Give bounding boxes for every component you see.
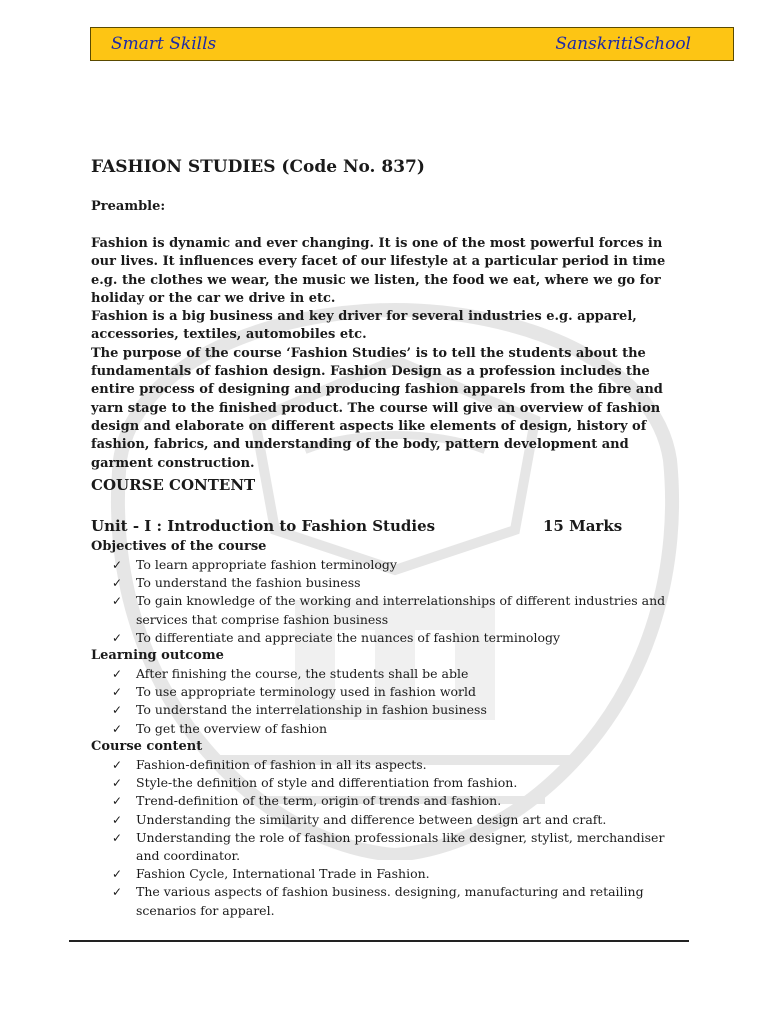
check-icon: ✓ <box>112 685 123 700</box>
course-content-heading: COURSE CONTENT <box>91 476 256 494</box>
footer-divider <box>69 940 689 942</box>
check-icon: ✓ <box>112 703 123 718</box>
objectives-list <box>112 556 682 647</box>
course-content-list <box>112 756 682 920</box>
preamble-paragraph: Fashion is dynamic and ever changing. It is one of the most powerful forces in our lives. It influences every facet of our lifestyle at a particular period in time e.g. the clothes we wear, the music we listen, the food we eat, where we go for holiday or the car we drive in etc. <box>91 236 666 306</box>
check-icon: ✓ <box>112 830 123 845</box>
check-icon: ✓ <box>112 758 123 772</box>
header-right-text: SanskritiSchool <box>555 34 691 54</box>
list-item: ✓ After finishing the course, the students shall be able <box>112 665 682 683</box>
document-title: FASHION STUDIES (Code No. 837) <box>91 157 425 177</box>
list-item: ✓ Style-the definition of style and differentiation from fashion. <box>112 774 682 792</box>
check-icon: ✓ <box>112 794 123 809</box>
list-item: ✓ To understand the interrelationship in fashion business <box>112 701 682 719</box>
header-banner <box>90 27 734 61</box>
list-item: ✓ Understanding the similarity and difference between design art and craft. <box>112 811 682 829</box>
unit-marks: 15 Marks <box>543 517 623 535</box>
check-icon: ✓ <box>112 558 123 572</box>
list-item: ✓ To use appropriate terminology used in fashion world <box>112 683 682 701</box>
preamble-body <box>91 235 683 473</box>
list-item: ✓ To get the overview of fashion <box>112 720 682 738</box>
list-item: ✓ Understanding the role of fashion professionals like designer, stylist, merchandiser and coordinator. <box>112 829 665 864</box>
check-icon: ✓ <box>112 812 123 827</box>
check-icon: ✓ <box>112 721 123 736</box>
check-icon: ✓ <box>112 867 123 882</box>
list-item: ✓ Trend-definition of the term, origin of trends and fashion. <box>112 792 682 810</box>
learning-outcome-list <box>112 665 682 738</box>
check-icon: ✓ <box>112 667 123 681</box>
list-item: ✓ The various aspects of fashion business. designing, manufacturing and retailing scenarios for apparel. <box>112 884 644 918</box>
check-icon: ✓ <box>112 594 123 609</box>
preamble-label: Preamble: <box>91 199 166 214</box>
list-item: ✓ Fashion-definition of fashion in all its aspects. <box>112 756 682 774</box>
header-left-text: Smart Skills <box>111 34 217 54</box>
objectives-label: Objectives of the course <box>91 539 267 554</box>
course-content-label: Course content <box>91 739 203 754</box>
learning-outcome-label: Learning outcome <box>91 648 224 663</box>
check-icon: ✓ <box>112 776 123 791</box>
list-item: ✓ To differentiate and appreciate the nuances of fashion terminology <box>112 629 682 647</box>
preamble-paragraph: Fashion is a big business and key driver for several industries e.g. apparel, accessories, textiles, automobiles etc. <box>91 309 637 343</box>
preamble-paragraph: The purpose of the course ‘Fashion Studies’ is to tell the students about the fundamentals of fashion design. Fashion Design as a profession includes the entire process of designing and producing fashion apparels from the fibre and yarn stage to the finished product. The course will give an overview of fashion design and elaborate on different aspects like elements of design, history of fashion, fabrics, and understanding of the body, pattern development and garment construction. <box>91 345 663 471</box>
check-icon: ✓ <box>112 576 123 591</box>
list-item: ✓ To gain knowledge of the working and interrelationships of different industries and services that comprise fashion business <box>112 593 666 627</box>
list-item: ✓ To understand the fashion business <box>112 574 682 592</box>
check-icon: ✓ <box>112 885 123 900</box>
list-item: ✓ Fashion Cycle, International Trade in Fashion. <box>112 865 682 883</box>
check-icon: ✓ <box>112 630 123 645</box>
list-item: ✓ To learn appropriate fashion terminology <box>112 556 682 574</box>
unit-heading: Unit - I : Introduction to Fashion Studies <box>91 517 436 535</box>
